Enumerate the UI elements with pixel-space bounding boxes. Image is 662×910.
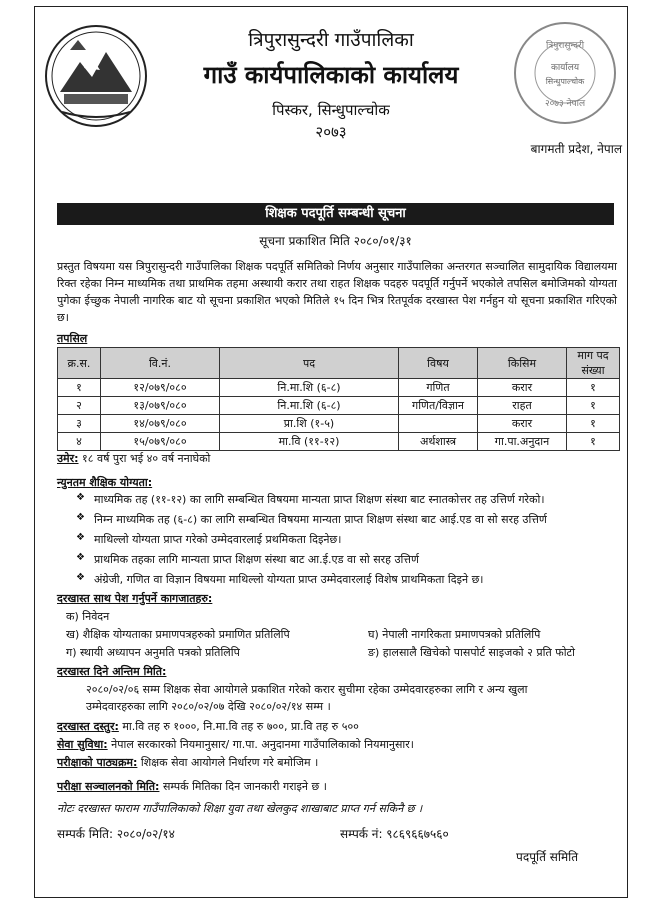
committee-signature: पदपूर्ति समिति <box>516 850 579 864</box>
qualification-text: माथिल्लो योग्यता प्राप्त गरेको उम्मेदवारलाई प्रथमिकता दिइनेछ। <box>94 533 342 546</box>
col-sn: क्र.स. <box>58 348 101 379</box>
fee-label: दरखास्त दस्तुर: <box>57 720 119 733</box>
qualification-label: न्युनतम शैक्षिक योग्यता: <box>57 476 153 489</box>
svg-text:कार्यालय: कार्यालय <box>550 63 580 73</box>
cell: ३ <box>58 415 101 433</box>
cell: १ <box>567 397 620 415</box>
contact-number: सम्पर्क नं: ९८६९६६७५६० <box>340 827 449 841</box>
vacancy-table <box>57 347 620 451</box>
svg-text:सिन्धुपाल्चोक: सिन्धुपाल्चोक <box>545 77 585 86</box>
publish-date: सूचना प्रकाशित मिति २०८०/०१/३१ <box>259 234 412 248</box>
office-stamp-icon <box>510 18 620 128</box>
cell: नि.मा.शि (६-८) <box>220 397 399 415</box>
qualification-item <box>76 512 621 527</box>
nepal-emblem-icon <box>40 22 152 130</box>
deadline-label: दरखास्त दिने अन्तिम मिति: <box>57 665 167 678</box>
col-post: पद <box>220 348 399 379</box>
municipality-name: त्रिपुरासुन्दरी गाउँपालिका <box>248 29 414 51</box>
cell: अर्थशास्त्र <box>399 433 478 451</box>
cell: १ <box>58 379 101 397</box>
cell: गा.पा.अनुदान <box>478 433 567 451</box>
cell: ४ <box>58 433 101 451</box>
office-title: गाउँ कार्यपालिकाको कार्यालय <box>203 61 459 89</box>
cell: करार <box>478 415 567 433</box>
qualification-item <box>76 532 621 547</box>
contact-date: सम्पर्क मिति: २०८०/०२/१४ <box>57 827 175 841</box>
fee-value: मा.वि तह रु १०००, नि.मा.वि तह रु ७००, प्रा.वि तह रु ५०० <box>122 720 359 733</box>
documents-label: दरखास्त साथ पेश गर्नुपर्ने कागजातहरु: <box>57 592 213 605</box>
cell: १३/०७९/०८० <box>101 397 220 415</box>
age-requirement <box>57 450 617 467</box>
established-year: २०७३ <box>315 123 347 141</box>
cell: गणित <box>399 379 478 397</box>
col-type: किसिम <box>478 348 567 379</box>
table-header-row <box>58 348 620 379</box>
cell: नि.मा.शि (६-८) <box>220 379 399 397</box>
exam-label: परीक्षा सञ्चालनको मिति: <box>57 780 160 793</box>
syllabus-label: परीक्षाको पाठ्यक्रम: <box>57 756 138 769</box>
table-row <box>58 433 620 451</box>
col-adv-no: वि.नं. <box>101 348 220 379</box>
deadline-line1: २०८०/०२/०६ सम्म शिक्षक सेवा आयोगले प्रकाशित गरेको करार सुचीमा रहेका उम्मेदवारहरुका लागि र अन्य खुला <box>86 683 528 696</box>
exam-date <box>57 778 617 795</box>
col-count: माग पद संख्या <box>567 348 620 379</box>
document-item: ङ) हालसालै खिचेको पासपोर्ट साइजको २ प्रति फोटो <box>368 646 575 659</box>
syllabus-value: शिक्षक सेवा आयोगले निर्धारण गरे बमोजिम । <box>140 756 319 769</box>
cell: करार <box>478 379 567 397</box>
document-item: ख) शैक्षिक योग्यताका प्रमाणपत्रहरुको प्रमाणित प्रतिलिपि <box>66 628 290 641</box>
qualification-text: अंग्रेजी, गणित वा विज्ञान विषयमा माथिल्लो योग्यता प्राप्त उम्मेदवारलाई विशेष प्राथमिकता दिइने छ। <box>94 573 484 586</box>
svg-text:२०७३ नेपाल: २०७३ नेपाल <box>544 99 586 109</box>
cell: १४/०७९/०८० <box>101 415 220 433</box>
table-row <box>58 415 620 433</box>
facility-value: नेपाल सरकारको नियमानुसार/ गा.पा. अनुदानमा गाउँपालिकाको नियमानुसार। <box>111 738 414 751</box>
note: नोटः दरखास्त फाराम गाउँपालिकाको शिक्षा युवा तथा खेलकुद शाखाबाट प्राप्त गर्न सकिनै छ । <box>57 802 423 815</box>
age-value: १८ वर्ष पुरा भई ४० वर्ष ननाघेको <box>82 452 211 465</box>
facility-label: सेवा सुविधा: <box>57 738 108 751</box>
office-address: पिस्कर, सिन्धुपाल्चोक <box>272 101 390 119</box>
cell: १ <box>567 433 620 451</box>
cell: १ <box>567 415 620 433</box>
notice-title: शिक्षक पदपूर्ति सम्बन्धी सूचना <box>57 203 614 225</box>
qualification-item <box>76 492 621 507</box>
svg-text:त्रिपुरासुन्दरी: त्रिपुरासुन्दरी <box>545 41 585 51</box>
cell <box>399 415 478 433</box>
document-item: ग) स्थायी अध्यापन अनुमति पत्रको प्रतिलिपि <box>66 646 240 659</box>
table-row <box>58 397 620 415</box>
cell: १५/०७९/०८० <box>101 433 220 451</box>
exam-value: सम्पर्क मितिका दिन जानकारी गराइने छ । <box>162 780 327 793</box>
cell: २ <box>58 397 101 415</box>
qualification-text: निम्न माध्यमिक तह (६-८) का लागि सम्बन्धित विषयमा मान्यता प्राप्त शिक्षण संस्था बाट आई.एड वा सो सरह उत्तिर्ण <box>94 513 547 526</box>
qualification-text: माध्यमिक तह (११-१२) का लागि सम्बन्धित विषयमा मान्यता प्राप्त शिक्षण संस्था बाट स्नातकोत्तर तह उत्तिर्ण गरेको। <box>94 493 545 506</box>
cell: प्रा.शि (१-५) <box>220 415 399 433</box>
deadline-line2: उम्मेदवारहरुका लागि २०८०/०२/०७ देखि २०८०/०२/१४ सम्म । <box>86 700 331 713</box>
exam-syllabus <box>57 754 617 771</box>
cell: १ <box>567 379 620 397</box>
service-facility <box>57 736 617 753</box>
table-row <box>58 379 620 397</box>
qualification-item <box>76 572 621 587</box>
qualification-text: प्राथमिक तहका लागि मान्यता प्राप्त शिक्षण संस्था बाट आ.ई.एड वा सो सरह उत्तिर्ण <box>94 553 419 566</box>
cell: १२/०७९/०८० <box>101 379 220 397</box>
age-label: उमेर: <box>57 452 79 465</box>
qualification-item <box>76 552 621 567</box>
table-caption: तपसिल <box>57 332 88 345</box>
province: बागमती प्रदेश, नेपाल <box>530 142 622 156</box>
col-subject: विषय <box>399 348 478 379</box>
notice-body: प्रस्तुत विषयमा यस त्रिपुरासुन्दरी गाउँपालिका शिक्षक पदपूर्ति समितिको निर्णय अनुसार गाउँपालिका अन्तरगत सञ्चालित सामुदायिक विद्यालयमा रिक्त रहेका निम्न माध्यमिक तथा प्राथमिक तहमा अस्थायी करार तथा राहत शिक्षक पदहरु पदपूर्ति गर्नुपर्ने भएकोले तपसिल बमोजिमको योग्यता पुगेका ईच्छुक नेपाली नागरिक बाट यो सूचना प्रकाशित भएको मितिले १५ दिन भित्र रितपूर्वक दरखास्त पेश गर्नहुन यो सूचना प्रकाशित गरिएको छ। <box>57 260 617 324</box>
application-fee <box>57 718 617 735</box>
document-item: क) निवेदन <box>66 610 110 623</box>
cell: राहत <box>478 397 567 415</box>
document-item: घ) नेपाली नागरिकता प्रमाणपत्रको प्रतिलिपि <box>368 628 541 641</box>
cell: मा.वि (११-१२) <box>220 433 399 451</box>
cell: गणित/विज्ञान <box>399 397 478 415</box>
